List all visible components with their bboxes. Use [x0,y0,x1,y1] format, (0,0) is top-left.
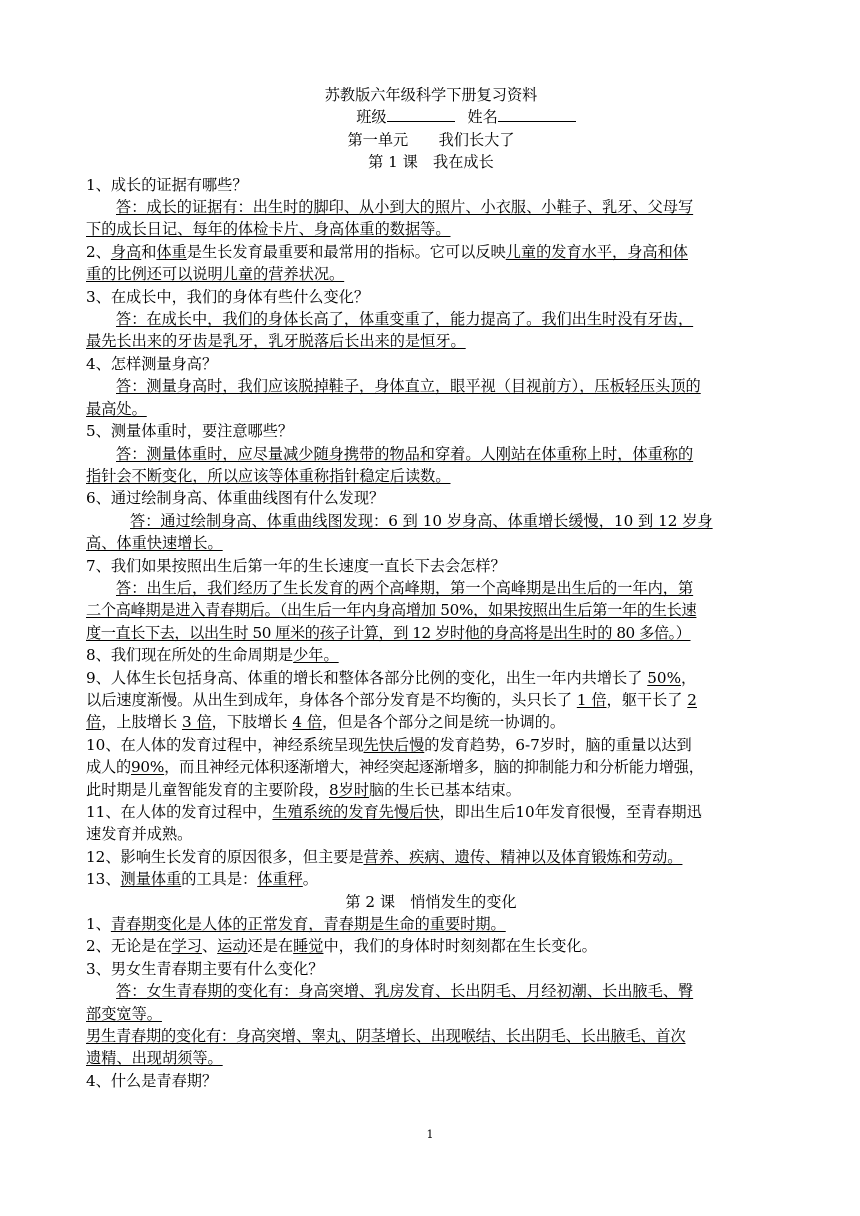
unit-title: 第一单元 我们长大了 [347,130,515,149]
class-label: 班级 [356,108,387,127]
question-6: 6、通过绘制身高、体重曲线图有什么发现？ [86,489,385,508]
statement-12: 12、影响生长发育的原因很多，但主要是营养、疾病、遗传、精神以及体育锻炼和劳动。 [86,847,683,866]
statement-13: 13、测量体重的工具是：体重秤。 [86,870,318,889]
answer-6-line-1: 答：通过绘制身高、体重曲线图发现：6 到 10 岁身高、体重增长缓慢，10 到 12 岁身 [130,511,713,530]
answer-1-line-1: 答：成长的证据有：出生时的脚印、从小到大的照片、小衣服、小鞋子、乳牙、父母写 [116,198,694,217]
statement-11-line-2: 速发育并成熟。 [86,825,193,844]
answer-3-line-1: 答：在成长中，我们的身体长高了，体重变重了，能力提高了。我们出生时没有牙齿， [116,310,694,329]
statement-11-line-1: 11、在人体的发育过程中，生殖系统的发育先慢后快，即出生后10年发育很慢，至青春期迅 [86,803,702,821]
l2-answer-3-line-2: 部变宽等。 [86,1004,162,1023]
answer-3-line-2: 最先长出来的牙齿是乳牙，乳牙脱落后长出来的是恒牙。 [86,332,466,351]
answer-7-line-1: 答：出生后，我们经历了生长发育的两个高峰期，第一个高峰期是出生后的一年内，第 [116,578,694,597]
statement-9-line-3: 倍，上肢增长 3 倍，下肢增长 4 倍，但是各个部分之间是统一协调的。 [86,713,566,732]
answer-4-line-2: 最高处。 [86,399,147,418]
l2-answer-3-line-3: 男生青春期的变化有：身高突增、睾丸、阴茎增长、出现喉结、长出阴毛、长出腋毛、首次 [86,1027,686,1046]
statement-2-line-2: 重的比例还可以说明儿童的营养状况。 [86,265,345,284]
answer-5-line-2: 指针会不断变化，所以应该等体重称指针稳定后读数。 [86,466,451,485]
question-3: 3、在成长中，我们的身体有些什么变化？ [86,287,370,306]
l2-answer-3-line-4: 遗精、出现胡须等。 [86,1049,223,1068]
lesson-2-title: 第 2 课 悄悄发生的变化 [345,892,517,911]
l2-statement-1: 1、青春期变化是人体的正常发育，青春期是生命的重要时期。 [86,915,506,934]
statement-2-line-1: 2、身高和体重是生长发育最重要和最常用的指标。它可以反映儿童的发育水平，身高和体 [86,242,688,261]
question-1: 1、成长的证据有哪些？ [86,175,248,194]
name-label: 姓名 [467,108,498,127]
statement-10-line-1: 10、在人体的发育过程中，神经系统呈现先快后慢的发育趋势，6-7岁时，脑的重量以达到 [86,735,692,754]
answer-5-line-1: 答：测量体重时，应尽量减少随身携带的物品和穿着。人刚站在体重称上时，体重称的 [116,444,694,463]
l2-question-4: 4、什么是青春期？ [86,1071,218,1090]
statement-8: 8、我们现在所处的生命周期是少年。 [86,646,339,665]
statement-10-line-3: 此时期是儿童智能发育的主要阶段，8岁时脑的生长已基本结束。 [86,780,521,799]
answer-1-line-2: 下的成长日记、每年的体检卡片、身高体重的数据等。 [86,220,451,239]
answer-4-line-1: 答：测量身高时，我们应该脱掉鞋子，身体直立，眼平视（目视前方），压板轻压头顶的 [116,377,701,396]
question-4: 4、怎样测量身高？ [86,354,218,373]
lesson-1-title: 第 1 课 我在成长 [368,153,494,172]
name-blank[interactable] [498,107,576,122]
class-name-row [86,106,776,128]
statement-9-line-1: 9、人体生长包括身高、体重的增长和整体各部分比例的变化，出生一年内共增长了 50%， [86,668,697,687]
page-number: 1 [426,1128,434,1141]
question-7: 7、我们如果按照出生后第一年的生长速度一直长下去会怎样？ [86,556,506,575]
class-blank[interactable] [387,107,455,122]
question-5: 5、测量体重时，要注意哪些？ [86,422,294,441]
answer-7-line-3: 度一直长下去，以出生时 50 厘米的孩子计算，到 12 岁时他的身高将是出生时的 80 多倍。） [86,623,691,642]
l2-statement-2: 2、无论是在学习、运动还是在睡觉中，我们的身体时时刻刻都在生长变化。 [86,937,597,956]
statement-10-line-2: 成人的90%，而且神经元体积逐渐增大，神经突起逐渐增多，脑的抑制能力和分析能力增强， [86,758,704,777]
answer-7-line-2: 二个高峰期是进入青春期后。（出生后一年内身高增加 50%，如果按照出生后第一年的生长速 [86,601,697,620]
l2-question-3: 3、男女生青春期主要有什么变化？ [86,959,324,978]
l2-answer-3-line-1: 答：女生青春期的变化有：身高突增、乳房发育、长出阴毛、月经初潮、长出腋毛、臀 [116,982,694,1001]
answer-6-line-2: 高、体重快速增长。 [86,534,223,553]
document-page [86,84,776,1092]
statement-9-line-2: 以后速度渐慢。从出生到成年，身体各个部分发育是不均衡的，头只长了 1 倍，躯干长了 2 [86,690,697,709]
document-title: 苏教版六年级科学下册复习资料 [324,86,538,104]
